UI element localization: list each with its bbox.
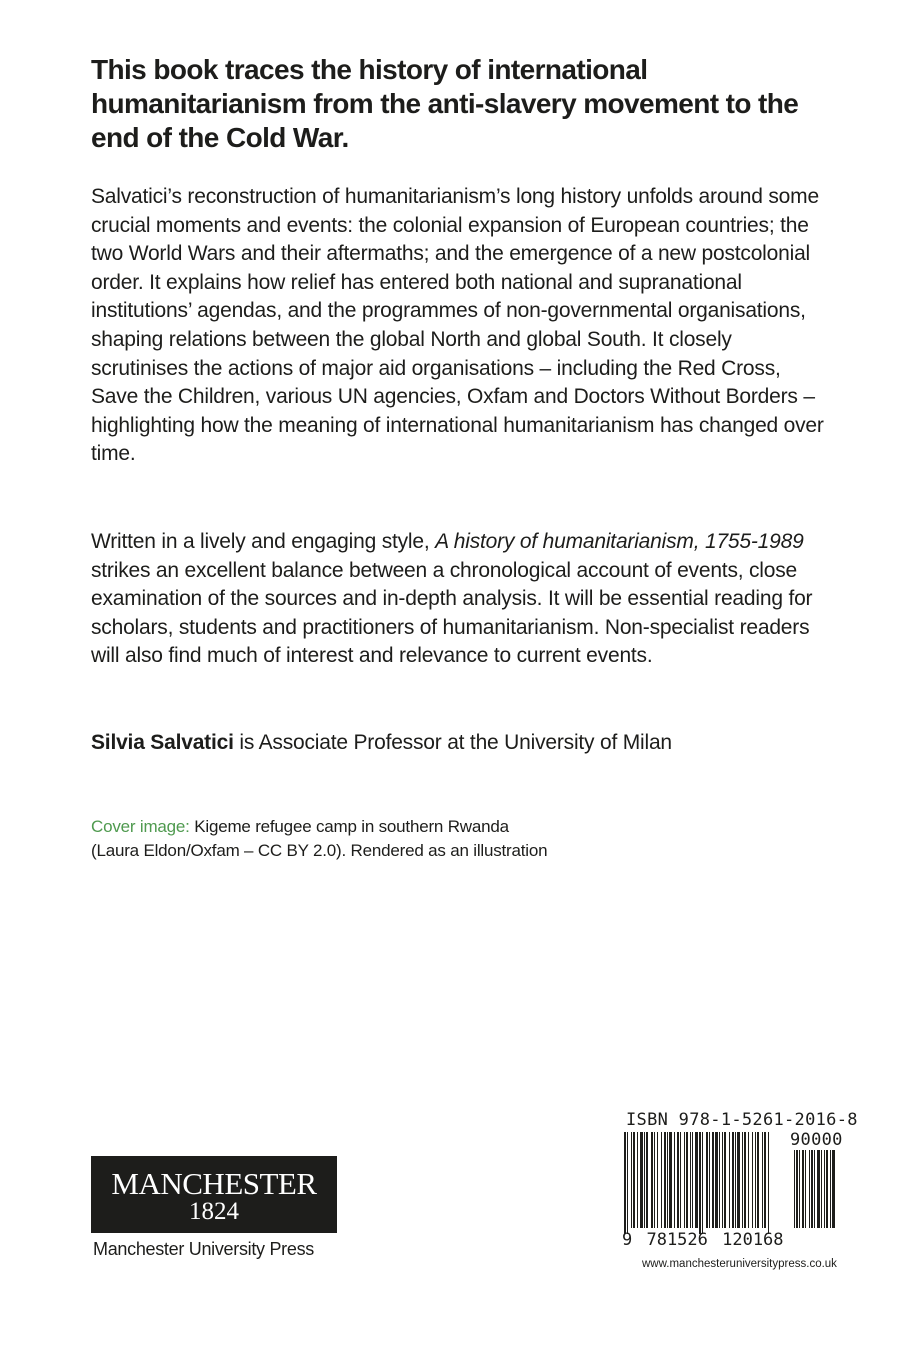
publisher-website: www.manchesteruniversitypress.co.uk [642, 1258, 837, 1270]
barcode-main-icon [624, 1132, 786, 1236]
cover-credit-subject: Kigeme refugee camp in southern Rwanda [189, 817, 509, 836]
barcode-digits: 9 781526 120168 [622, 1230, 784, 1250]
book-title: A history of humanitarianism, 1755-1989 [435, 530, 804, 553]
author-bio [91, 729, 672, 757]
barcode-addon-number: 90000 [790, 1130, 843, 1150]
cover-credit-label: Cover image: [91, 817, 190, 836]
isbn-label: ISBN 978-1-5261-2016-8 [626, 1110, 858, 1130]
praise-paragraph [91, 528, 831, 671]
description-paragraph: Salvatici’s reconstruction of humanitarianism’s long history unfolds around some crucial moments and events: the colonial expansion of European countries; the two World Wars and their aftermaths; and the emergence of a new postcolonial order. It explains how relief has entered both national and supranational institutions’ agendas, and the programmes of non-governmental organisations, shaping relations between the global North and global South. It closely scrutinises the actions of major aid organisations – including the Red Cross, Save the Children, various UN agencies, Oxfam and Doctors Without Borders – highlighting how the meaning of international humanitarianism has changed over time. [91, 185, 824, 466]
praise-text-start: Written in a lively and engaging style, [91, 530, 436, 553]
headline: This book traces the history of international humanitarianism from the anti-slavery movement to the end of the Cold War. [91, 54, 799, 153]
cover-credit [91, 815, 691, 863]
publisher-logo-year: 1824 [189, 1198, 239, 1225]
author-position: is Associate Professor at the University of Milan [233, 731, 672, 754]
publisher-name: Manchester University Press [93, 1239, 314, 1259]
publisher-logo [91, 1156, 337, 1233]
publisher-logo-name: MANCHESTER [111, 1166, 317, 1201]
author-name: Silvia Salvatici [91, 731, 234, 754]
praise-text-end: strikes an excellent balance between a chronological account of events, close examination of the sources and in-depth analysis. It will be essential reading for scholars, students and practitioners of humanitarianism. Non-specialist readers will also find much of interest and relevance to current events. [91, 558, 813, 668]
cover-credit-line-1 [91, 815, 691, 839]
barcode-addon-icon [794, 1150, 854, 1236]
cover-credit-line-2: (Laura Eldon/Oxfam – CC BY 2.0). Rendered as an illustration [91, 841, 548, 860]
